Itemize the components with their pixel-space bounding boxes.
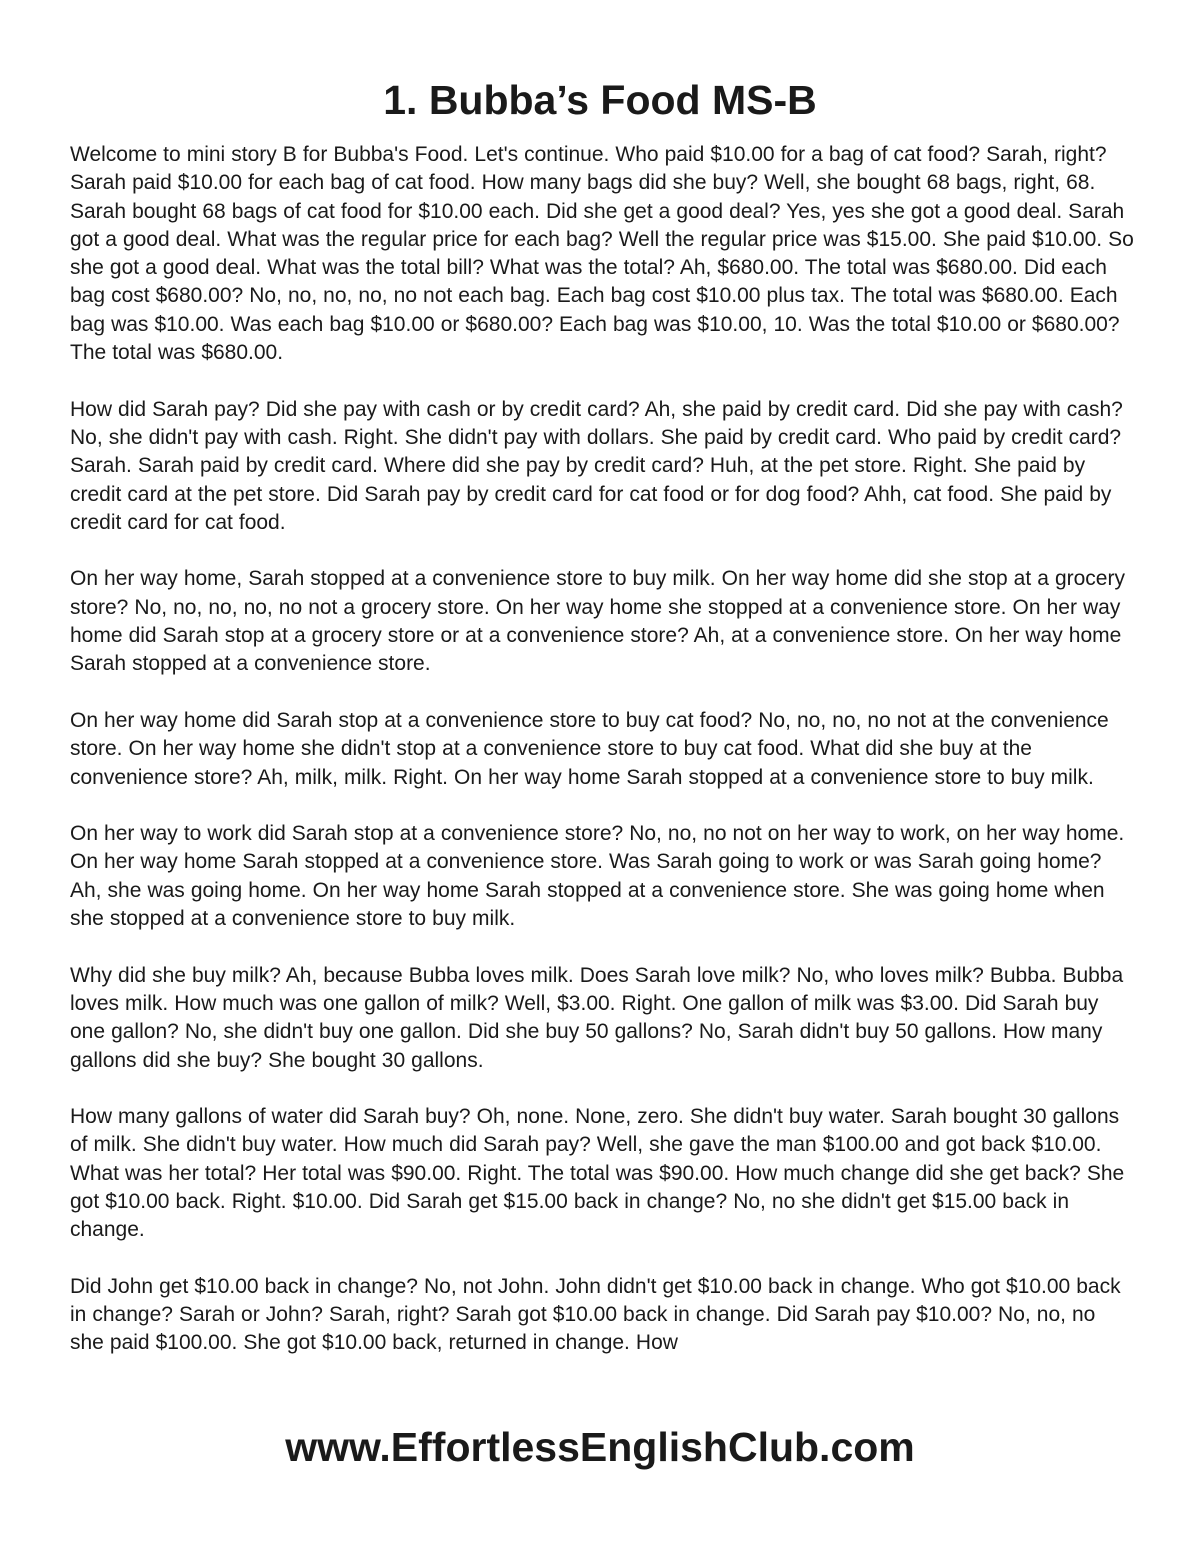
paragraph-3: On her way home, Sarah stopped at a convenience store to buy milk. On her way home did she stop at a grocery store? No, no, no, no, no not a grocery store. On her way home she stopped at a convenience store. On her way home did Sarah stop at a grocery store or at a convenience store? Ah, at a convenience store. On her way home Sarah stopped at a convenience store. <box>70 567 1125 676</box>
paragraph-8: Did John get $10.00 back in change? No, not John. John didn't get $10.00 back in change. Who got $10.00 back in change? Sarah or John? Sarah, right? Sarah got $10.00 back in change. Did Sarah pay $10.00? No, no, no she paid $100.00. She got $10.00 back, returned in change. How <box>70 1274 1121 1355</box>
paragraph-6: Why did she buy milk? Ah, because Bubba loves milk. Does Sarah love milk? No, who loves milk? Bubba. Bubba loves milk. How much was one gallon of milk? Well, $3.00. Right. One gallon of milk was $3.00. Did Sarah buy one gallon? No, she didn't buy one gallon. Did she buy 50 gallons? No, Sarah didn't buy 50 gallons. How many gallons did she buy? She bought 30 gallons. <box>70 963 1124 1072</box>
paragraph-5: On her way to work did Sarah stop at a convenience store? No, no, no not on her way to work, on her way home. On her way home Sarah stopped at a convenience store. Was Sarah going to work or was Sarah going home? Ah, she was going home. On her way home Sarah stopped at a convenience store. She was going home when she stopped at a convenience store to buy milk. <box>70 822 1125 931</box>
paragraph-4: On her way home did Sarah stop at a convenience store to buy cat food? No, no, no, no not at the convenience store. On her way home she didn't stop at a convenience store to buy cat food. What did she buy at the convenience store? Ah, milk, milk. Right. On her way home Sarah stopped at a convenience store to buy milk. <box>70 708 1109 789</box>
paragraph-7: How many gallons of water did Sarah buy? Oh, none. None, zero. She didn't buy water. Sarah bought 30 gallons of milk. She didn't buy water. How much did Sarah pay? Well, she gave the man $100.00 and got back $10.00. What was her total? Her total was $90.00. Right. The total was $90.00. How much change did she get back? She got $10.00 back. Right. $10.00. Did Sarah get $15.00 back in change? No, no she didn't get $15.00 back in change. <box>70 1105 1125 1242</box>
paragraph-2: How did Sarah pay? Did she pay with cash or by credit card? Ah, she paid by credit card. Did she pay with cash? No, she didn't pay with cash. Right. She didn't pay with dollars. She paid by credit card. Who paid by credit card? Sarah. Sarah paid by credit card. Where did she pay by credit card? Huh, at the pet store. Right. She paid by credit card at the pet store. Did Sarah pay by credit card for cat food or for dog food? Ahh, cat food. She paid by credit card for cat food. <box>70 397 1123 534</box>
footer-website: www.EffortlessEnglishClub.com <box>285 1424 915 1470</box>
paragraph-1: Welcome to mini story B for Bubba's Food. Let's continue. Who paid $10.00 for a bag of cat food? Sarah, right? Sarah paid $10.00 for each bag of cat food. How many bags did she buy? Well, she bought 68 bags, right, 68. Sarah bought 68 bags of cat food for $10.00 each. Did she get a good deal? Yes, yes she got a good deal. Sarah got a good deal. What was the regular price for each bag? Well the regular price was $15.00. She paid $10.00. So she got a good deal. What was the total bill? What was the total? Ah, $680.00. The total was $680.00. Did each bag cost $680.00? No, no, no, no, no not each bag. Each bag cost $10.00 plus tax. The total was $680.00. Each bag was $10.00. Was each bag $10.00 or $680.00? Each bag was $10.00, 10. Was the total $10.00 or $680.00? The total was $680.00. <box>70 143 1134 365</box>
story-body <box>70 141 1134 1386</box>
page-title: 1. Bubba’s Food MS-B <box>383 77 817 123</box>
